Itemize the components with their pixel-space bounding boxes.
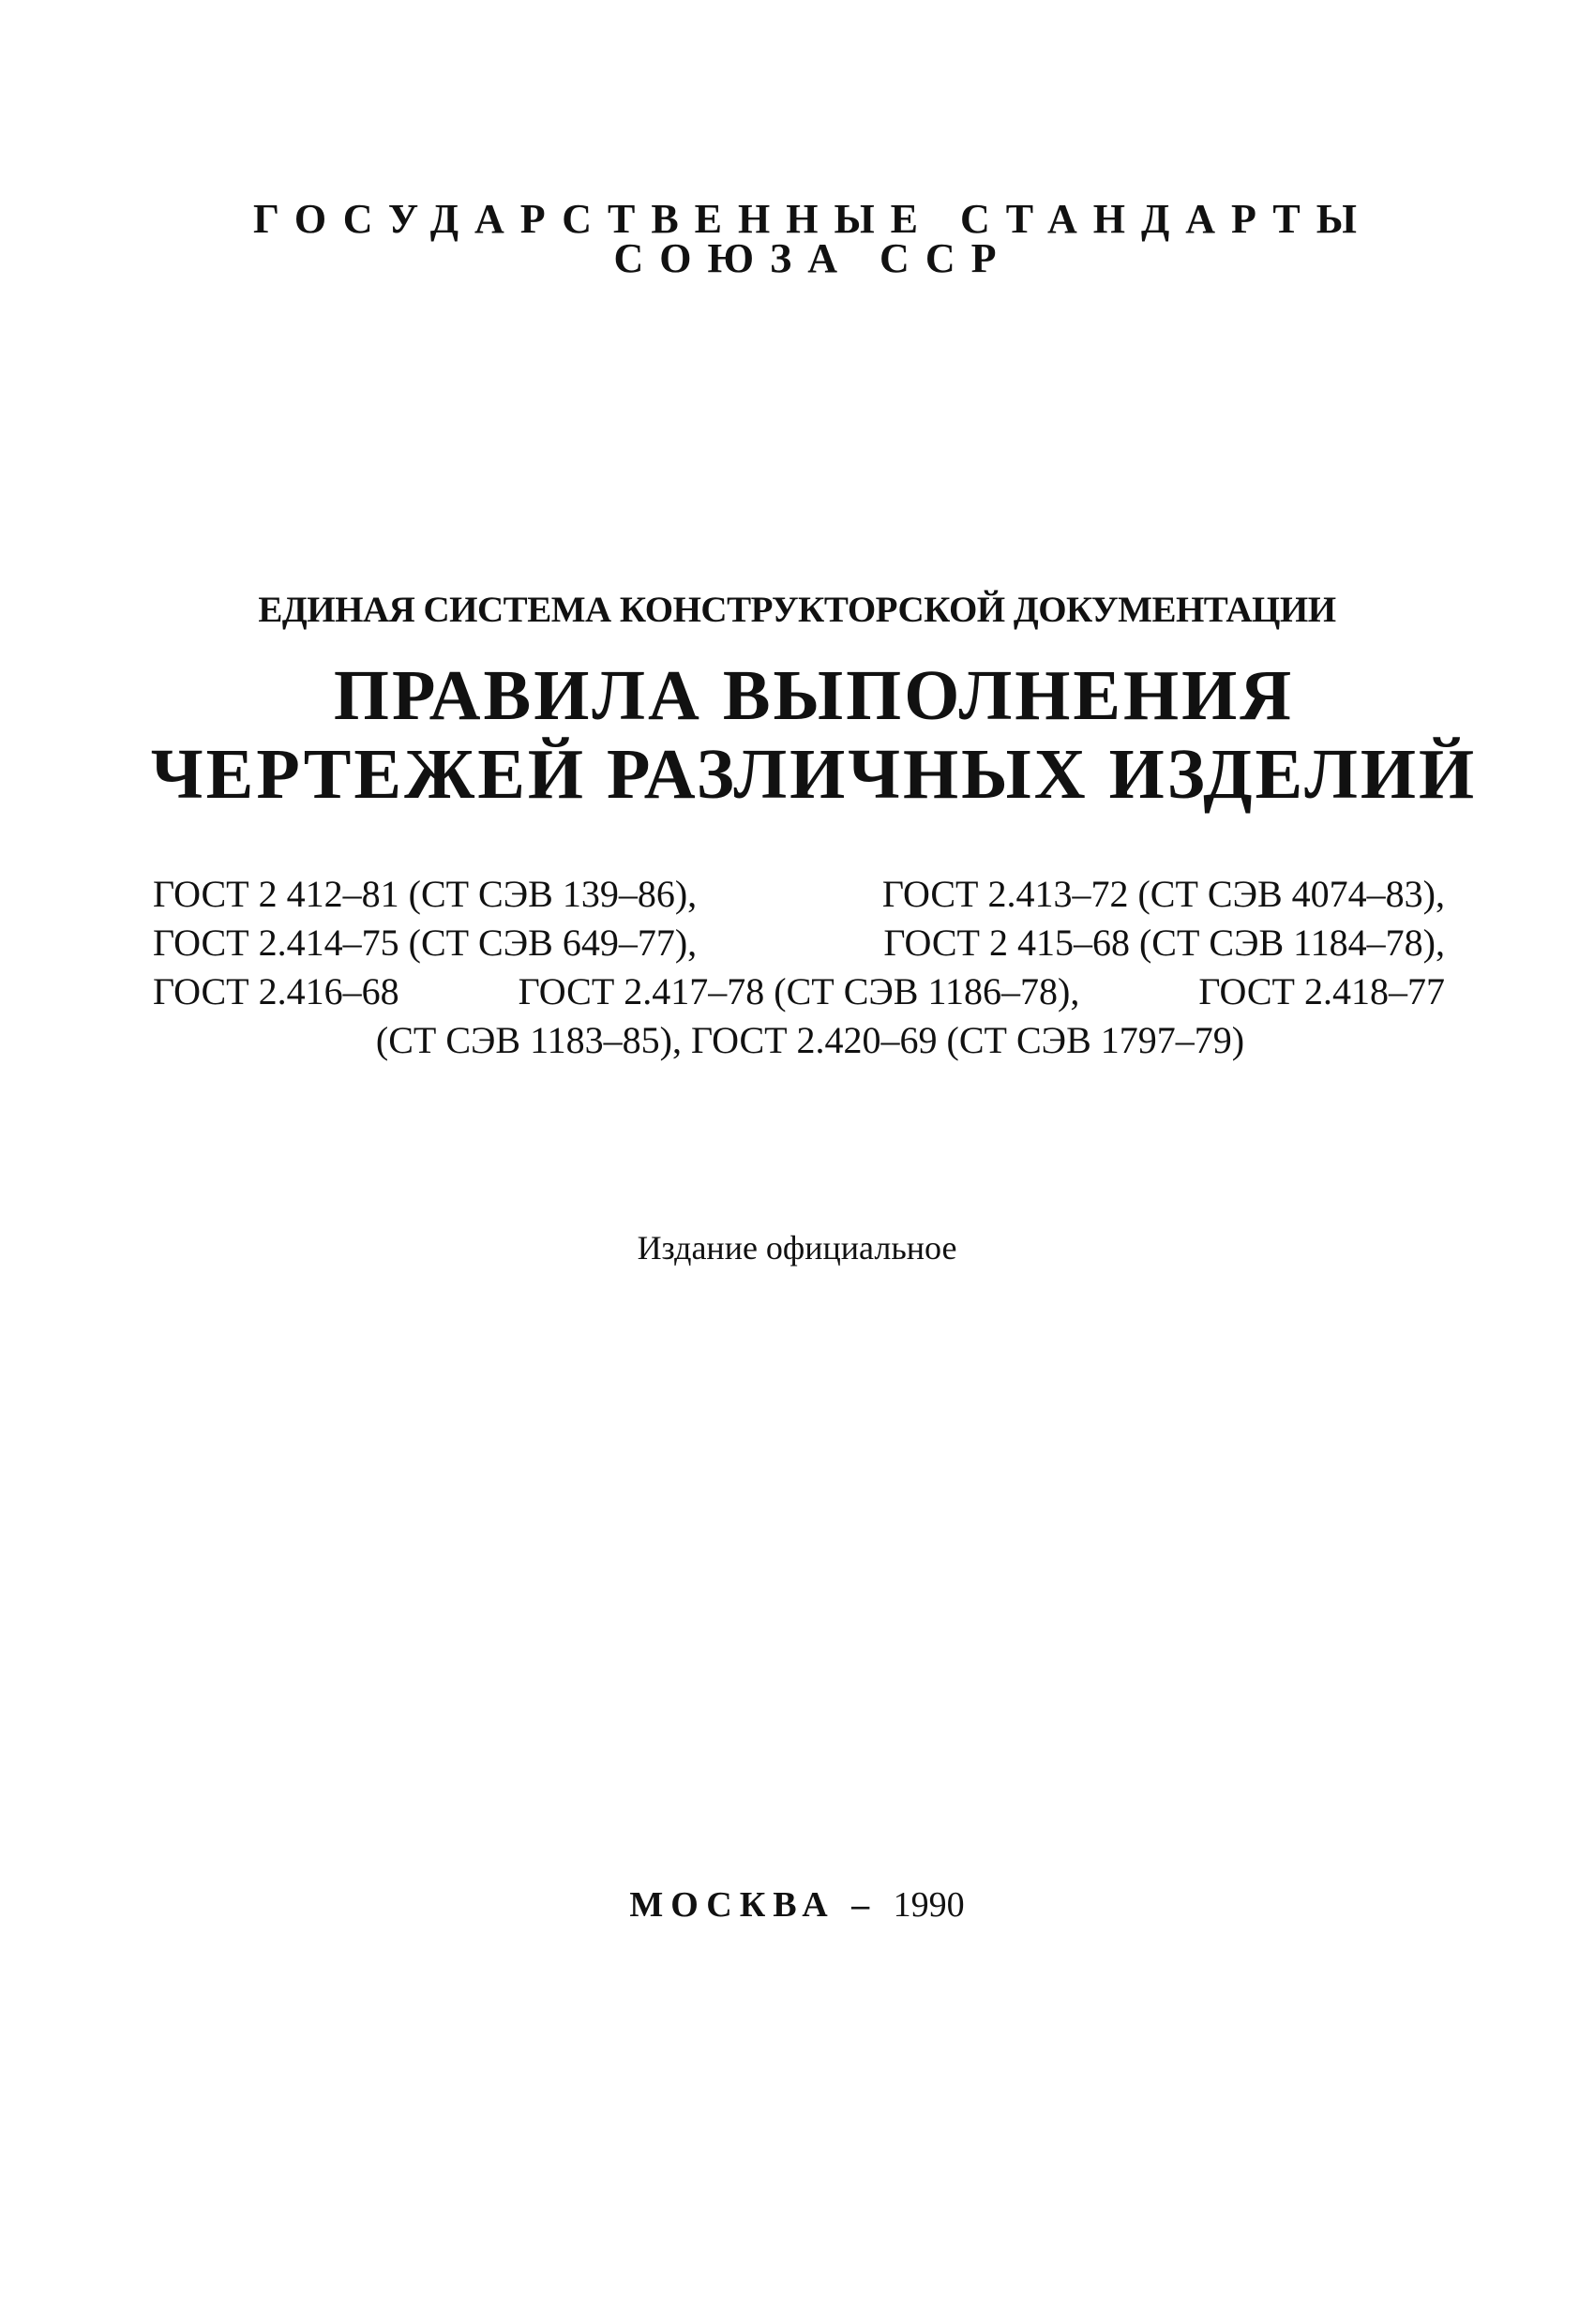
standards-line-2 [153,921,1445,965]
imprint-year: 1990 [893,1885,965,1925]
imprint-city: МОСКВА – [629,1885,878,1925]
series-title: ЕДИНАЯ СИСТЕМА КОНСТРУКТОРСКОЙ ДОКУМЕНТАЦИИ [258,590,1336,630]
main-title-line-2: ЧЕРТЕЖЕЙ РАЗЛИЧНЫХ ИЗДЕЛИЙ [150,735,1478,814]
standard-ref: ГОСТ 2.416–68 [153,970,399,1012]
standard-ref: ГОСТ 2.414–75 (СТ СЭВ 649–77), [153,922,698,964]
main-title-line-1: ПРАВИЛА ВЫПОЛНЕНИЯ [333,656,1295,735]
imprint [0,1884,1594,1926]
standard-ref: ГОСТ 2.418–77 [1198,970,1445,1012]
standards-line-4: (СТ СЭВ 1183–85), ГОСТ 2.420–69 (СТ СЭВ 1797–79) [375,1019,1245,1061]
header-line-2: СОЮЗА ССР [613,235,1013,281]
header-line-1: ГОСУДАРСТВЕННЫЕ СТАНДАРТЫ [253,196,1373,242]
standard-ref: ГОСТ 2.417–78 (СТ СЭВ 1186–78), [518,970,1080,1012]
standards-line-3 [153,969,1445,1013]
standard-ref: ГОСТ 2 412–81 (СТ СЭВ 139–86), [153,873,698,915]
edition-note: Издание официальное [637,1229,957,1267]
standards-line-1 [153,872,1445,916]
standard-ref: ГОСТ 2 415–68 (СТ СЭВ 1184–78), [883,922,1445,964]
standard-ref: ГОСТ 2.413–72 (СТ СЭВ 4074–83), [881,873,1445,915]
